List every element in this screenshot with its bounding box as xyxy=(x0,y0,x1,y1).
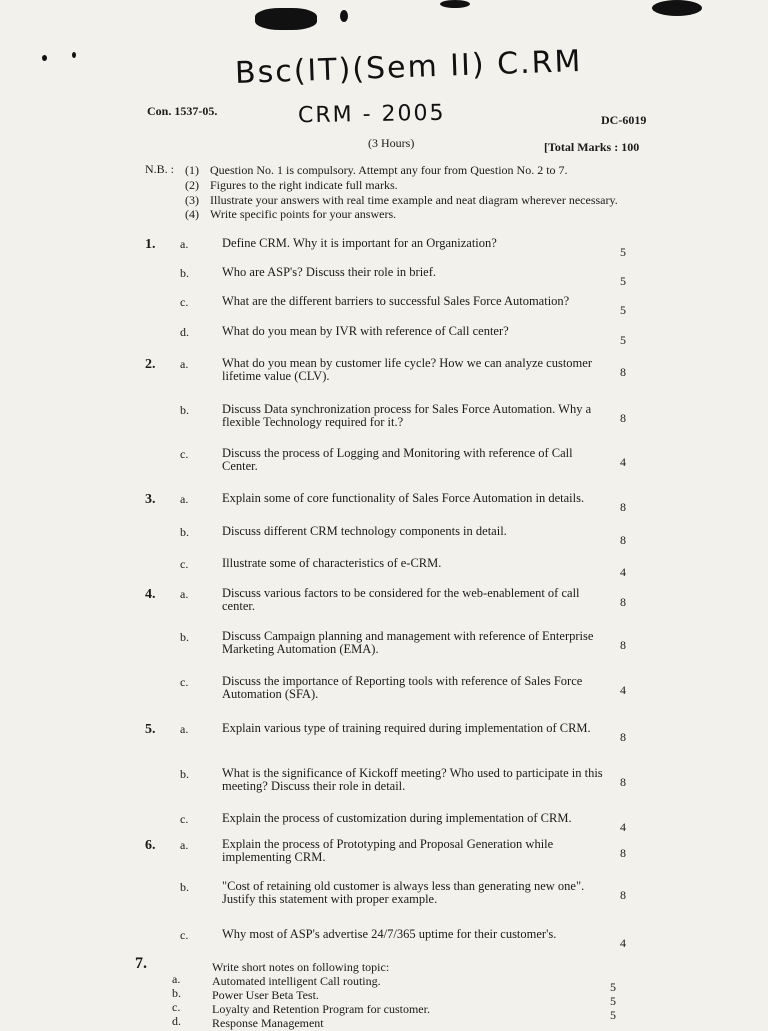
nb-item-text: Figures to the right indicate full marks. xyxy=(210,178,398,192)
question-text: "Cost of retaining old customer is always less than generating new one". Justify this statement with proper example. xyxy=(222,879,585,906)
question-letter: b. xyxy=(180,630,189,644)
question-row xyxy=(0,880,768,920)
question-marks: 8 xyxy=(620,888,626,902)
question-row xyxy=(0,675,768,715)
question-number: 4. xyxy=(145,587,156,602)
question-number: 3. xyxy=(145,492,156,507)
question-marks: 8 xyxy=(620,846,626,860)
scan-blot xyxy=(42,55,47,61)
scan-blot xyxy=(440,0,470,8)
question-marks: 8 xyxy=(620,533,626,547)
question-letter: a. xyxy=(180,722,189,736)
short-note-text: Automated intelligent Call routing. xyxy=(212,974,381,988)
question-text: Explain various type of training required during implementation of CRM. xyxy=(222,721,591,735)
question-marks: 4 xyxy=(620,820,626,834)
question-text: What are the different barriers to successful Sales Force Automation? xyxy=(222,294,570,308)
question-marks: 8 xyxy=(620,730,626,744)
question-text: What do you mean by IVR with reference of Call center? xyxy=(222,324,509,338)
question-row xyxy=(0,767,768,807)
question-marks: 8 xyxy=(620,411,626,425)
question-7-number: 7. xyxy=(135,955,147,972)
short-note-marks: 5 xyxy=(610,980,616,994)
question-number: 1. xyxy=(145,237,156,252)
short-note-letter: d. xyxy=(172,1014,181,1028)
question-text: Discuss Data synchronization process for Sales Force Automation. Why a flexible Technology required for it.? xyxy=(222,402,592,429)
question-number: 5. xyxy=(145,722,156,737)
question-marks: 4 xyxy=(620,936,626,950)
question-text: Discuss various factors to be considered for the web-enablement of call center. xyxy=(222,586,580,613)
question-letter: b. xyxy=(180,767,189,781)
scan-blot xyxy=(255,8,317,30)
question-marks: 5 xyxy=(620,274,626,288)
question-text: Explain some of core functionality of Sales Force Automation in details. xyxy=(222,491,585,505)
question-letter: c. xyxy=(180,675,189,689)
question-marks: 5 xyxy=(620,245,626,259)
question-number: 2. xyxy=(145,357,156,372)
question-text: Discuss the process of Logging and Monitoring with reference of Call Center. xyxy=(222,446,573,473)
question-row xyxy=(0,403,768,443)
question-letter: c. xyxy=(180,447,189,461)
con-number: Con. 1537-05. xyxy=(147,104,218,118)
question-letter: d. xyxy=(180,325,189,339)
short-note-marks: 5 xyxy=(610,994,616,1008)
scan-blot xyxy=(72,52,76,58)
question-marks: 5 xyxy=(620,303,626,317)
question-letter: c. xyxy=(180,557,189,571)
question-letter: c. xyxy=(180,295,189,309)
short-note-letter: a. xyxy=(172,972,181,986)
question-letter: a. xyxy=(180,237,189,251)
question-text: Illustrate some of characteristics of e-CRM. xyxy=(222,556,442,570)
nb-item xyxy=(185,207,396,222)
question-letter: b. xyxy=(180,525,189,539)
nb-label: N.B. : xyxy=(145,162,175,176)
question-marks: 8 xyxy=(620,638,626,652)
nb-item-text: Illustrate your answers with real time example and neat diagram wherever necessary. xyxy=(210,193,618,207)
question-text: What do you mean by customer life cycle? How we can analyze customer lifetime value (CLV). xyxy=(222,356,592,383)
total-marks: [Total Marks : 100 xyxy=(544,140,640,154)
short-note-marks: 5 xyxy=(610,1008,616,1022)
question-letter: b. xyxy=(180,880,189,894)
question-letter: a. xyxy=(180,838,189,852)
question-text: Discuss different CRM technology components in detail. xyxy=(222,524,507,538)
question-marks: 5 xyxy=(620,333,626,347)
question-letter: b. xyxy=(180,266,189,280)
question-text: What is the significance of Kickoff meeting? Who used to participate in this meeting? Discuss their role in detail. xyxy=(222,766,603,793)
question-marks: 4 xyxy=(620,455,626,469)
scan-blot xyxy=(340,10,348,22)
nb-item-text: Write specific points for your answers. xyxy=(210,207,397,221)
scan-blot xyxy=(652,0,702,16)
question-row xyxy=(0,447,768,487)
nb-item-text: Question No. 1 is compulsory. Attempt any four from Question No. 2 to 7. xyxy=(210,163,568,177)
nb-item xyxy=(185,163,568,178)
question-letter: b. xyxy=(180,403,189,417)
question-text: Explain the process of customization during implementation of CRM. xyxy=(222,811,572,825)
duration: (3 Hours) xyxy=(368,136,415,150)
question-row xyxy=(0,838,768,878)
nb-item-num: (3) xyxy=(185,193,199,207)
handwritten-subtitle: CRM - 2005 xyxy=(297,100,446,129)
question-marks: 8 xyxy=(620,500,626,514)
nb-item xyxy=(185,193,618,208)
question-row xyxy=(0,357,768,397)
question-7-intro: Write short notes on following topic: xyxy=(212,960,390,974)
question-text: Discuss Campaign planning and management with reference of Enterprise Marketing Automation (EMA). xyxy=(222,629,594,656)
short-note-text: Power User Beta Test. xyxy=(212,988,319,1002)
question-text: Discuss the importance of Reporting tools with reference of Sales Force Automation (SFA). xyxy=(222,674,583,701)
question-letter: a. xyxy=(180,587,189,601)
question-text: Define CRM. Why it is important for an Organization? xyxy=(222,236,497,250)
short-note-letter: b. xyxy=(172,986,181,1000)
short-note-letter: c. xyxy=(172,1000,181,1014)
question-text: Why most of ASP's advertise 24/7/365 uptime for their customer's. xyxy=(222,927,557,941)
question-marks: 8 xyxy=(620,595,626,609)
question-row xyxy=(0,587,768,627)
nb-item-num: (2) xyxy=(185,178,199,192)
question-text: Explain the process of Prototyping and Proposal Generation while implementing CRM. xyxy=(222,837,554,864)
short-note-text: Response Management xyxy=(212,1016,324,1030)
short-note-text: Loyalty and Retention Program for customer. xyxy=(212,1002,430,1016)
question-marks: 8 xyxy=(620,775,626,789)
question-letter: c. xyxy=(180,812,189,826)
nb-item-num: (1) xyxy=(185,163,199,177)
question-marks: 4 xyxy=(620,683,626,697)
nb-item xyxy=(185,178,398,193)
question-row xyxy=(0,630,768,670)
question-letter: a. xyxy=(180,357,189,371)
question-text: Who are ASP's? Discuss their role in brief. xyxy=(222,265,437,279)
question-row xyxy=(0,722,768,762)
handwritten-course-title: Bsc(IT)(Sem II) C.RM xyxy=(234,43,583,92)
question-number: 6. xyxy=(145,838,156,853)
question-marks: 4 xyxy=(620,565,626,579)
question-letter: a. xyxy=(180,492,189,506)
question-marks: 8 xyxy=(620,365,626,379)
nb-item-num: (4) xyxy=(185,207,199,221)
paper-code: DC-6019 xyxy=(601,113,647,127)
question-letter: c. xyxy=(180,928,189,942)
